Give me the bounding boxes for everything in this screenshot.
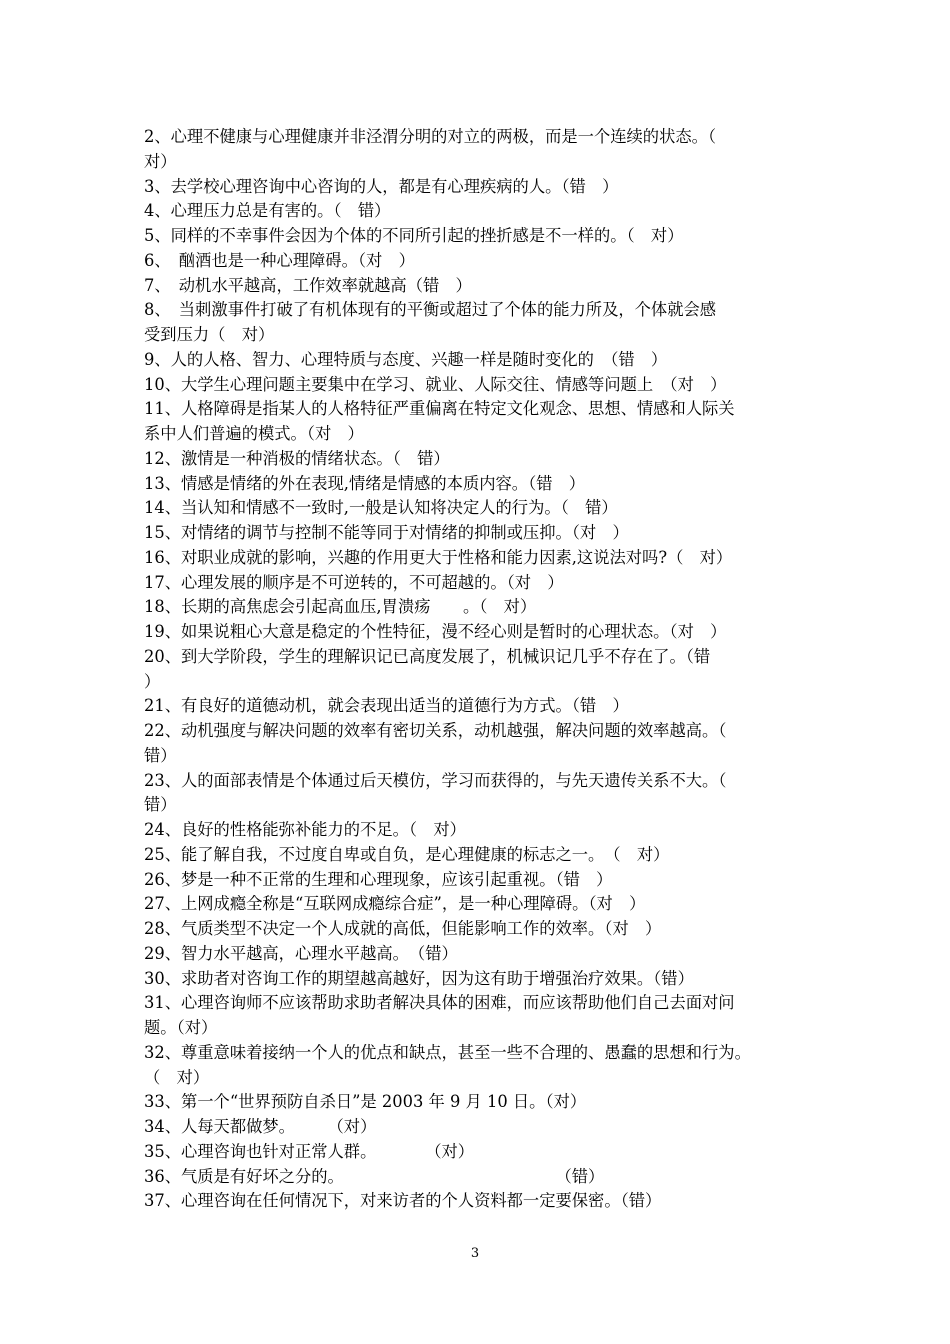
text-line: 27、上网成瘾全称是“互联网成瘾综合症”，是一种心理障碍。（对 ） [144, 894, 646, 914]
text-line: 6、 酗酒也是一种心理障碍。（对 ） [144, 250, 415, 270]
text-line: 3、去学校心理咨询中心咨询的人，都是有心理疾病的人。（错 ） [144, 176, 619, 196]
document-body [144, 125, 854, 1214]
text-line: 23、人的面部表情是个体通过后天模仿，学习而获得的，与先天遗传关系不大。（ [144, 770, 727, 790]
text-line: 8、 当刺激事件打破了有机体现有的平衡或超过了个体的能力所及，个体就会感 [144, 300, 717, 320]
text-line: 34、人每天都做梦。 （对） [144, 1117, 377, 1136]
text-line: 12、激情是一种消极的情绪状态。（ 错） [144, 448, 450, 468]
text-line: 4、心理压力总是有害的。（ 错） [144, 201, 391, 221]
text-line: 33、第一个“世界预防自杀日”是 2003 年 9 月 10 日。（对） [144, 1092, 587, 1112]
text-line: 15、对情绪的调节与控制不能等同于对情绪的抑制或压抑。（对 ） [144, 523, 629, 542]
text-line: 31、心理咨询师不应该帮助求助者解决具体的困难，而应该帮助他们自己去面对问 [144, 993, 735, 1013]
text-line: 30、求助者对咨询工作的期望越高越好，因为这有助于增强治疗效果。（错） [144, 968, 694, 988]
text-line: 35、心理咨询也针对正常人群。 （对） [144, 1141, 475, 1161]
text-line: 29、智力水平越高，心理水平越高。 （错） [144, 943, 458, 963]
text-line: 16、对职业成就的影响，兴趣的作用更大于性格和能力因素,这说法对吗?（ 对） [144, 547, 733, 567]
text-line: 17、心理发展的顺序是不可逆转的，不可超越的。（对 ） [144, 572, 564, 592]
text-line: 19、如果说粗心大意是稳定的个性特征，漫不经心则是暂时的心理状态。（对 ） [144, 622, 727, 641]
text-line: 24、良好的性格能弥补能力的不足。（ 对） [144, 820, 466, 839]
text-line: 题。（对） [144, 1018, 218, 1037]
text-line: （ 对） [144, 1067, 210, 1087]
text-line: 21、有良好的道德动机，就会表现出适当的道德行为方式。（错 ） [144, 696, 629, 716]
text-line: 13、情感是情绪的外在表现,情绪是情感的本质内容。（错 ） [144, 473, 586, 493]
text-line: 28、气质类型不决定一个人成就的高低，但能影响工作的效率。（对 ） [144, 919, 662, 938]
page-number: 3 [470, 1246, 480, 1261]
text-line: 18、长期的高焦虑会引起高血压,胃溃疡 。（ 对） [144, 597, 537, 617]
text-line: 5、同样的不幸事件会因为个体的不同所引起的挫折感是不一样的。（ 对） [144, 226, 684, 245]
text-line: 9、人的人格、智力、心理特质与态度、兴趣一样是随时变化的 （错 ） [144, 349, 668, 369]
text-line: 26、梦是一种不正常的生理和心理现象，应该引起重视。（错 ） [144, 869, 613, 889]
text-line: 11、人格障碍是指某人的人格特征严重偏离在特定文化观念、思想、情感和人际关 [144, 399, 735, 419]
text-line: 2、心理不健康与心理健康并非泾渭分明的对立的两极，而是一个连续的状态。（ [144, 127, 717, 146]
text-line: 22、动机强度与解决问题的效率有密切关系，动机越强，解决问题的效率越高。（ [144, 721, 727, 740]
text-line: 32、尊重意味着接纳一个人的优点和缺点，甚至一些不合理的、愚蠢的思想和行为。 [144, 1042, 751, 1062]
text-line: 25、能了解自我，不过度自卑或自负，是心理健康的标志之一。 （ 对） [144, 844, 670, 864]
text-line: 系中人们普遍的模式。（对 ） [144, 424, 364, 443]
text-line: 7、 动机水平越高，工作效率就越高（错 ） [144, 275, 472, 295]
text-line: ） [144, 671, 161, 691]
text-line: 14、当认知和情感不一致时,一般是认知将决定人的行为。（ 错） [144, 498, 618, 518]
text-line: 错） [144, 745, 177, 765]
text-line: 36、气质是有好坏之分的。 （错） [144, 1166, 605, 1186]
text-line: 37、心理咨询在任何情况下，对来访者的个人资料都一定要保密。（错） [144, 1191, 662, 1211]
text-line: 对） [144, 151, 177, 171]
text-line: 错） [144, 795, 177, 815]
text-line: 受到压力（ 对） [144, 325, 275, 344]
text-line: 20、到大学阶段，学生的理解识记已高度发展了，机械识记几乎不存在了。（错 [144, 646, 711, 666]
text-line: 10、大学生心理问题主要集中在学习、就业、人际交往、情感等问题上 （对 ） [144, 374, 727, 394]
